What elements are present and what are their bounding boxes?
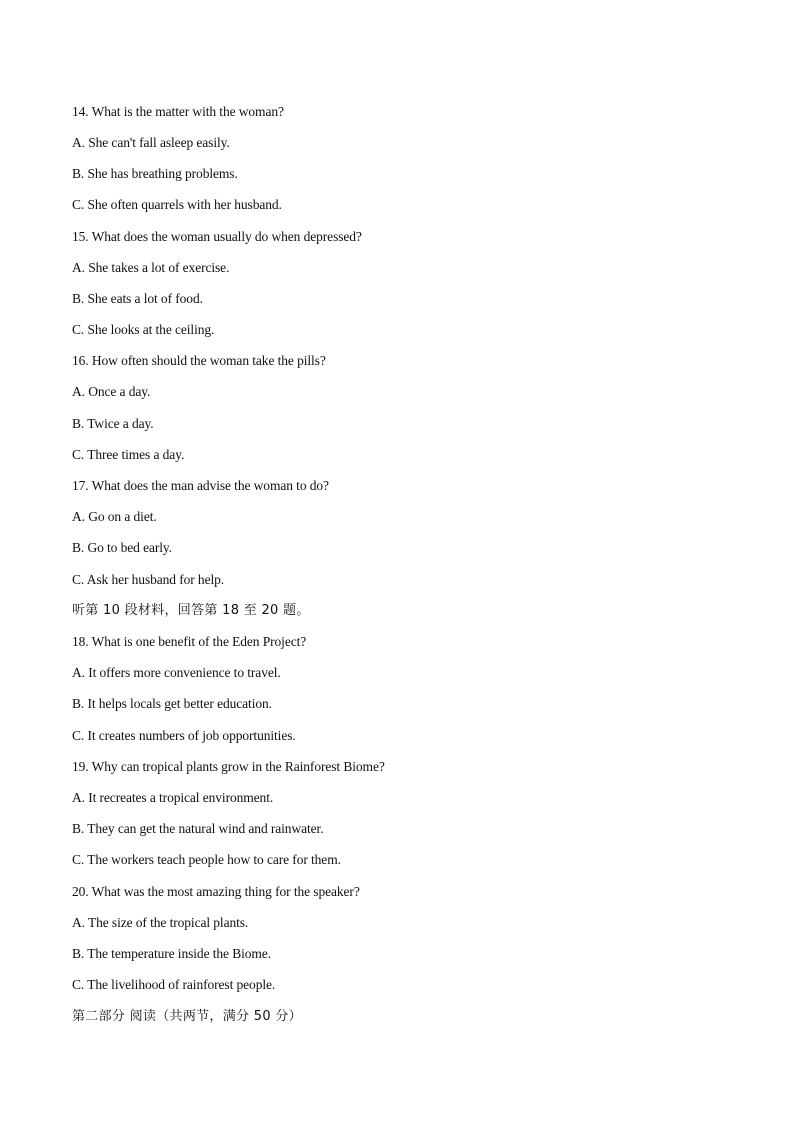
option-20b: B. The temperature inside the Biome.: [72, 946, 271, 961]
section-instruction: 听第 10 段材料，回答第 18 至 20 题。: [72, 603, 310, 618]
option-20c: C. The livelihood of rainforest people.: [72, 977, 276, 992]
option-15b: B. She eats a lot of food.: [72, 291, 203, 306]
option-19b: B. They can get the natural wind and rainwater.: [72, 821, 324, 836]
option-19c: C. The workers teach people how to care for them.: [72, 852, 341, 867]
option-15c: C. She looks at the ceiling.: [72, 322, 215, 337]
option-18c: C. It creates numbers of job opportunities.: [72, 728, 296, 743]
option-16a: A. Once a day.: [72, 384, 151, 399]
option-17b: B. Go to bed early.: [72, 540, 172, 555]
question-14: 14. What is the matter with the woman?: [72, 104, 284, 119]
option-15a: A. She takes a lot of exercise.: [72, 260, 230, 275]
option-20a: A. The size of the tropical plants.: [72, 915, 249, 930]
question-15: 15. What does the woman usually do when depressed?: [72, 229, 362, 244]
option-19a: A. It recreates a tropical environment.: [72, 790, 274, 805]
question-20: 20. What was the most amazing thing for the speaker?: [72, 884, 360, 899]
option-16b: B. Twice a day.: [72, 416, 154, 431]
question-18: 18. What is one benefit of the Eden Project?: [72, 634, 307, 649]
option-16c: C. Three times a day.: [72, 447, 185, 462]
option-14c: C. She often quarrels with her husband.: [72, 197, 282, 212]
question-16: 16. How often should the woman take the pills?: [72, 353, 326, 368]
option-18a: A. It offers more convenience to travel.: [72, 665, 281, 680]
option-14a: A. She can't fall asleep easily.: [72, 135, 230, 150]
question-19: 19. Why can tropical plants grow in the Rainforest Biome?: [72, 759, 385, 774]
option-17c: C. Ask her husband for help.: [72, 572, 225, 587]
part-two-heading: 第二部分 阅读（共两节，满分 50 分）: [72, 1009, 302, 1024]
option-14b: B. She has breathing problems.: [72, 166, 238, 181]
option-18b: B. It helps locals get better education.: [72, 696, 272, 711]
option-17a: A. Go on a diet.: [72, 509, 157, 524]
question-17: 17. What does the man advise the woman to do?: [72, 478, 329, 493]
